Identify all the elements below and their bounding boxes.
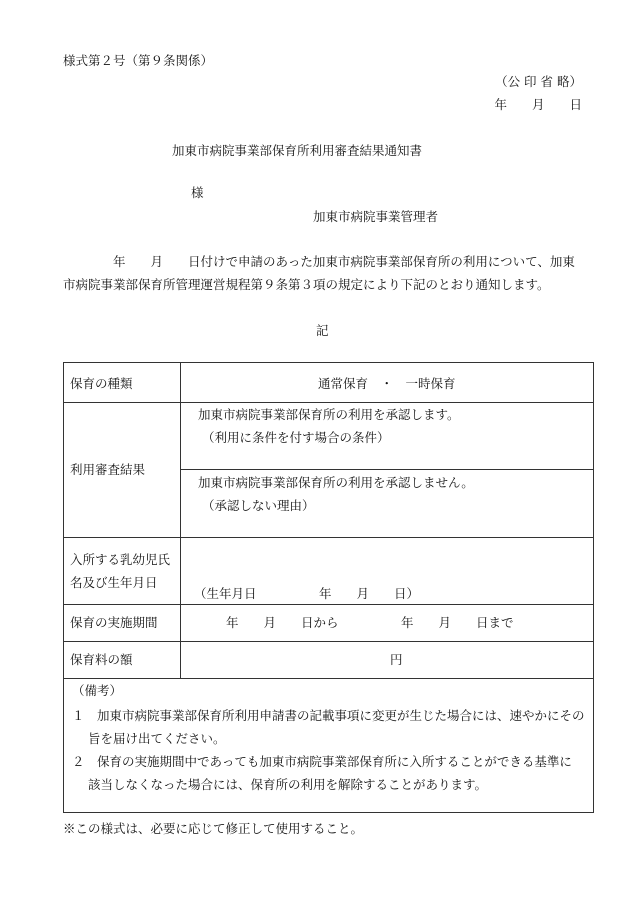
care-type-options: 通常保育 ・ 一時保育 [318,376,456,391]
remarks-title: （備考） [72,683,123,698]
remarks-item-2-line-2: 該当しなくなった場合には、保育所の利用を解除することがあります。 [88,777,488,792]
form-number: 様式第２号（第９条関係） [63,53,214,68]
care-fee-unit: 円 [390,652,403,667]
approve-text: 加東市病院事業部保育所の利用を承認します。 [198,407,460,422]
table-rule [64,604,593,605]
deny-text: 加東市病院事業部保育所の利用を承認しません。 [198,475,474,490]
ki-heading: 記 [316,323,329,338]
child-name-label-line-2: 名及び生年月日 [70,575,158,590]
body-text-line-1: 年 月 日付けで申請のあった加東市病院事業部保育所の利用について、加東 [113,254,575,269]
body-text-line-2: 市病院事業部保育所管理運営規程第９条第３項の規定により下記のとおり通知します。 [63,277,550,292]
care-period-value: 年 月 日から 年 月 日まで [226,615,514,630]
care-period-label: 保育の実施期間 [70,615,158,630]
child-name-label-line-1: 入所する乳幼児氏 [70,552,171,567]
remarks-item-2-line-1: ２ 保育の実施期間中であっても加東市病院事業部保育所に入所することができる基準に [72,754,572,769]
table-rule [64,402,593,403]
remarks-item-1-line-2: 旨を届け出てください。 [88,731,226,746]
table-column-divider [180,363,181,678]
remarks-item-1-line-1: １ 加東市病院事業部保育所利用申請書の記載事項に変更が生じた場合には、速やかにその [72,708,585,723]
birth-date-line: （生年月日 年 月 日） [194,586,420,601]
addressee-honorific: 様 [191,185,204,200]
approve-condition: （利用に条件を付す場合の条件） [202,430,390,445]
review-result-label: 利用審査結果 [70,462,146,477]
footnote: ※この様式は、必要に応じて修正して使用すること。 [63,821,364,836]
table-rule [64,678,593,679]
notice-table [63,362,594,813]
care-fee-label: 保育料の額 [70,652,133,667]
table-rule [180,469,593,470]
deny-reason: （承認しない理由） [202,498,315,513]
seal-omitted-note: （公 印 省 略） [495,74,582,89]
issue-date: 年 月 日 [494,97,582,112]
sender-name: 加東市病院事業管理者 [313,209,439,224]
care-type-label: 保育の種類 [70,376,133,391]
table-rule [64,641,593,642]
table-rule [64,537,593,538]
document-title: 加東市病院事業部保育所利用審査結果通知書 [172,143,423,158]
